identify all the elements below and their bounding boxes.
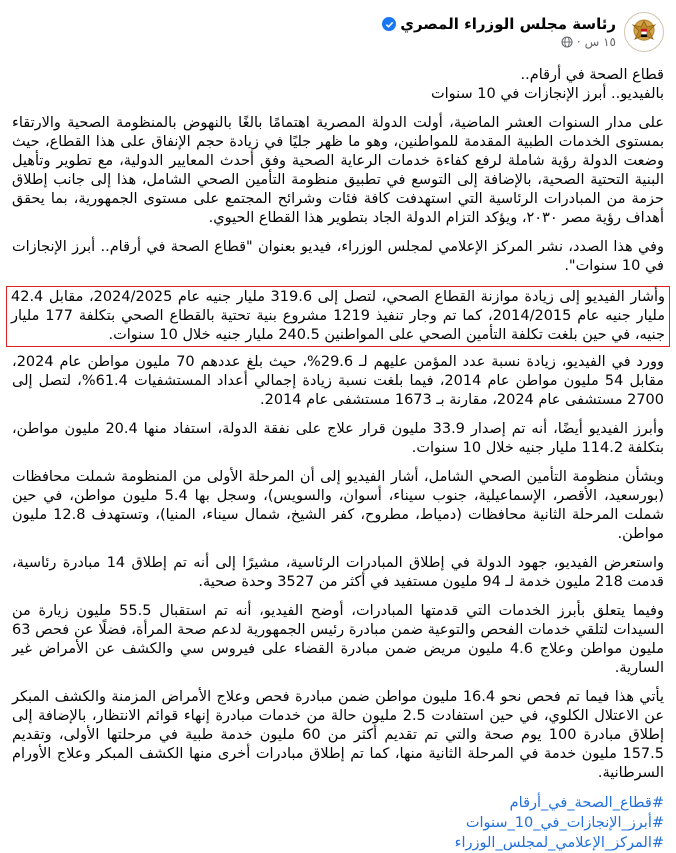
hashtag-link[interactable]: #المركز_الإعلامي_لمجلس_الوزراء [454,835,664,851]
paragraph-insurance-system: وبشأن منظومة التأمين الصحي الشامل، أشار الفيديو إلى أن المرحلة الأولى من المنظومة شملت محافظات (بورسعيد، الأقصر، الإسماعيلية، جنوب سيناء، أسوان، والسويس)، وسجل بها 5.4 مليون مواطن، في حين شملت المرحلة الثانية محافظات (دمياط، مطروح، كفر الشيخ، شمال سيناء، المنيا)، وتستهدف 12.8 مليون مواطن. [12,469,664,542]
globe-icon[interactable] [561,36,573,48]
paragraph-video: وفي هذا الصدد، نشر المركز الإعلامي لمجلس الوزراء، فيديو بعنوان "قطاع الصحة في أرقام.. أبرز الإنجازات في 10 سنوات". [12,239,664,274]
paragraph-intro: على مدار السنوات العشر الماضية، أولت الدولة المصرية اهتمامًا بالغًا بالنهوض بالمنظومة الصحية والارتقاء بمستوى الخدمات الطبية المقدمة للمواطنين، وهو ما ظهر جليًا في زيادة حجم الإنفاق على هذا القطاع، حيث وضعت الدولة رؤية شاملة لرفع كفاءة خدمات الرعاية الصحية وفق أحدث المعايير الدولية، مع تطوير وتأهيل البنية التحتية الصحية، بالإضافة إلى التوسع في تطبيق منظومة التأمين الصحي الشامل، هذا إلى جانب إطلاق حزمة من المبادرات الرئاسية التي استهدفت كافة فئات وشرائح المجتمع على مستوى الجمهورية، بما يحقق أهداف رؤية مصر ٢٠٣٠، ويؤكد التزام الدولة الجاد بتطوير هذا القطاع الحيوي. [12,115,664,226]
post-header [12,8,664,56]
paragraph-budget-highlighted: وأشار الفيديو إلى زيادة موازنة القطاع الصحي، لتصل إلى 319.6 مليار جنيه عام 2024/2025، مقابل 42.4 مليار جنيه عام 2014/2015، كما تم وجار تنفيذ 1219 مشروع بنية تحتية بالقطاع الصحي بتكلفة 177 مليار جنيه، في حين بلغت تكلفة التأمين الصحي على المواطنين 240.5 مليار جنيه خلال 10 سنوات. [6,286,670,347]
post-time[interactable]: ١٥ س [584,35,616,49]
paragraph-screening: يأتي هذا فيما تم فحص نحو 16.4 مليون مواطن ضمن مبادرة فحص وعلاج الأمراض المزمنة والكشف المبكر عن الاعتلال الكلوي، في حين استفادت 2.5 مليون حالة من خدمات مبادرة إنهاء قوائم الانتظار، بالإضافة إلى إطلاق مبادرة 100 يوم صحة والتي تم تقديم أكثر من 60 مليون خدمة طبية في مرحلتها الأولى، وتقديم 157.5 مليون خدمة في المرحلة الثانية منها، كما تم إطلاق مبادرات أخرى منها الكشف المبكر وعلاج الأورام السرطانية. [12,689,664,781]
paragraph-insured: وورد في الفيديو، زيادة نسبة عدد المؤمن عليهم لـ 29.6%، حيث بلغ عددهم 70 مليون مواطن عام 2024، مقابل 54 مليون مواطن عام 2014، فيما بلغت نسبة زيادة إجمالي أعداد المستشفيات 61.4%، لتصل إلى 2700 مستشفى عام 2024، مقارنة بـ 1673 مستشفى عام 2014. [12,354,664,408]
meta-dot: · [576,35,581,49]
hashtags [12,793,664,853]
egypt-emblem-icon[interactable] [624,12,664,52]
eagle-icon [629,17,659,47]
post-body [12,66,664,853]
paragraph-initiatives: واستعرض الفيديو، جهود الدولة في إطلاق المبادرات الرئاسية، مشيرًا إلى أنه تم إطلاق 14 مبادرة رئاسية، قدمت 218 مليون خدمة لـ 94 مليون مستفيد في أكثر من 3527 وحدة صحية. [12,555,664,590]
post-title-line: قطاع الصحة في أرقام.. [520,67,664,83]
hashtag-link[interactable]: #قطاع_الصحة_في_أرقام [509,795,664,811]
post-meta [382,35,616,49]
post-title [12,66,664,104]
post-header-text [382,15,616,49]
paragraph-services: وفيما يتعلق بأبرز الخدمات التي قدمتها المبادرات، أوضح الفيديو، أنه تم استقبال 55.5 مليون زيارة من السيدات لتلقي خدمات الفحص والتوعية ضمن مبادرة رئيس الجمهورية لدعم صحة المرأة، فضلًا عن فحص 63 مليون مواطن وعلاج 4.6 مليون مريض ضمن مبادرة القضاء على فيروس سي والكشف عن الأمراض غير السارية. [12,603,664,676]
paragraph-treatment: وأبرز الفيديو أيضًا، أنه تم إصدار 33.9 مليون قرار علاج على نفقة الدولة، استفاد منها 20.4 مليون مواطن، بتكلفة 114.2 مليار جنيه خلال 10 سنوات. [12,421,664,456]
verified-badge-icon [382,17,396,31]
page-name-row [382,15,616,33]
page-name-link[interactable]: رئاسة مجلس الوزراء المصري [400,15,616,33]
post-title-line: بالفيديو.. أبرز الإنجازات في 10 سنوات [430,86,664,102]
checkmark-icon [385,20,394,29]
hashtag-link[interactable]: #أبرز_الإنجازات_في_10_سنوات [465,815,664,831]
